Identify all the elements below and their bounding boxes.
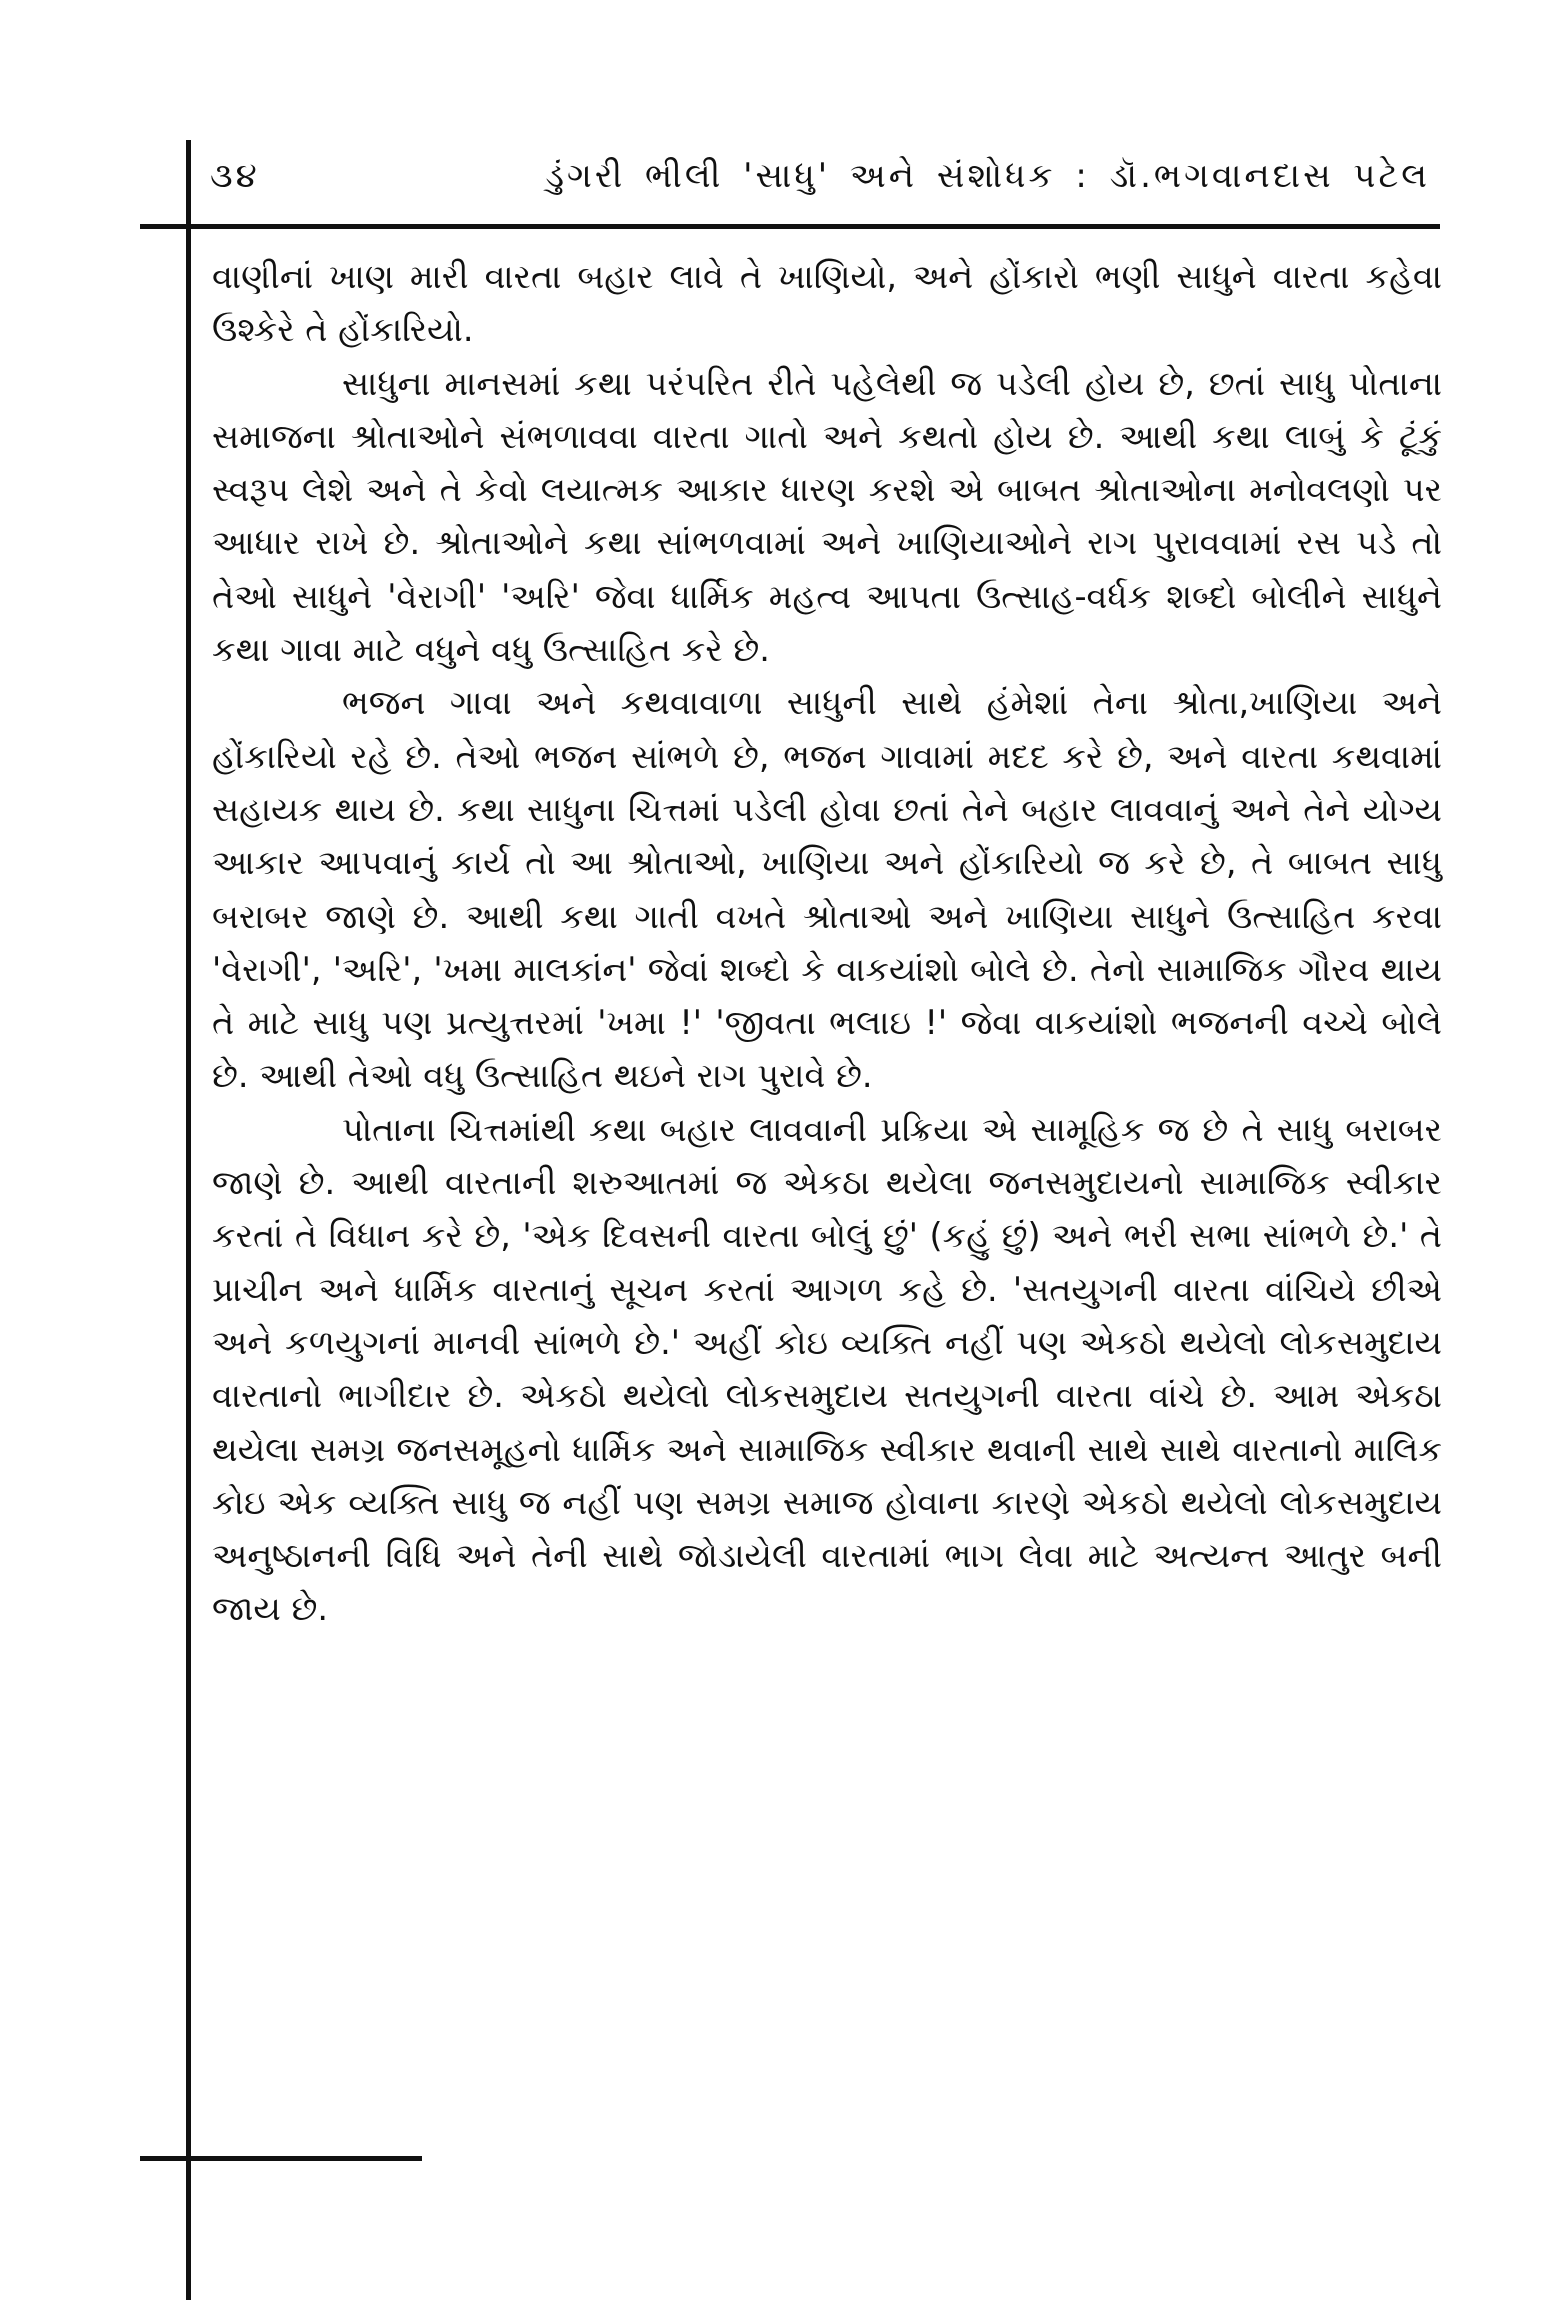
footer-rule xyxy=(140,2156,422,2161)
header-rule xyxy=(140,224,1440,229)
running-title: ડુંગરી ભીલી 'સાધુ' અને સંશોધક : ડૉ.ભગવાનદાસ પટેલ xyxy=(545,156,1430,196)
page-number: ૩૪ xyxy=(210,156,260,196)
body-text xyxy=(212,250,1442,1636)
paragraph-3: ભજન ગાવા અને કથવાવાળા સાધુની સાથે હંમેશાં તેના શ્રોતા,ખાણિયા અને હોંકારિયો રહે છે. તેઓ ભજન સાંભળે છે, ભજન ગાવામાં મદદ કરે છે, અને વારતા કથવામાં સહાયક થાય છે. કથા સાધુના ચિત્તમાં પડેલી હોવા છતાં તેને બહાર લાવવાનું અને તેને યોગ્ય આકાર આપવાનું કાર્ય તો આ શ્રોતાઓ, ખાણિયા અને હોંકારિયો જ કરે છે, તે બાબત સાધુ બરાબર જાણે છે. આથી કથા ગાતી વખતે શ્રોતાઓ અને ખાણિયા સાધુને ઉત્સાહિત કરવા 'વેરાગી', 'અરિ', 'ખમા માલકાંન' જેવાં શબ્દો કે વાકયાંશો બોલે છે. તેનો સામાજિક ગૌરવ થાય તે માટે સાધુ પણ પ્રત્યુત્તરમાં 'ખમા !' 'જીવતા ભલાઇ !' જેવા વાકયાંશો ભજનની વચ્ચે બોલે છે. આથી તેઓ વધુ ઉત્સાહિત થઇને રાગ પુરાવે છે. xyxy=(212,683,1442,1096)
paragraph-1: વાણીનાં ખાણ મારી વારતા બહાર લાવે તે ખાણિયો, અને હોંકારો ભણી સાધુને વારતા કહેવા ઉશ્કેરે તે હોંકારિયો. xyxy=(212,257,1442,350)
paragraph-2: સાધુના માનસમાં કથા પરંપરિત રીતે પહેલેથી જ પડેલી હોય છે, છતાં સાધુ પોતાના સમાજના શ્રોતાઓને સંભળાવવા વારતા ગાતો અને કથતો હોય છે. આથી કથા લાબું કે ટૂંકું સ્વરૂપ લેશે અને તે કેવો લયાત્મક આકાર ધારણ કરશે એ બાબત શ્રોતાઓના મનોવલણો પર આધાર રાખે છે. શ્રોતાઓને કથા સાંભળવામાં અને ખાણિયાઓને રાગ પુરાવવામાં રસ પડે તો તેઓ સાધુને 'વેરાગી' 'અરિ' જેવા ધાર્મિક મહત્વ આપતા ઉત્સાહ-વર્ધક શબ્દો બોલીને સાધુને કથા ગાવા માટે વધુને વધુ ઉત્સાહિત કરે છે. xyxy=(212,363,1442,670)
paragraph-4: પોતાના ચિત્તમાંથી કથા બહાર લાવવાની પ્રક્રિયા એ સામૂહિક જ છે તે સાધુ બરાબર જાણે છે. આથી વારતાની શરુઆતમાં જ એકઠા થયેલા જનસમુદાયનો સામાજિક સ્વીકાર કરતાં તે વિધાન કરે છે, 'એક દિવસની વારતા બોલું છું' (કહું છું) અને ભરી સભા સાંભળે છે.' તે પ્રાચીન અને ધાર્મિક વારતાનું સૂચન કરતાં આગળ કહે છે. 'સતયુગની વારતા વાંચિયે છીએ અને કળયુગનાં માનવી સાંભળે છે.' અહીં કોઇ વ્યક્તિ નહીં પણ એકઠો થયેલો લોકસમુદાય વારતાનો ભાગીદાર છે. એકઠો થયેલો લોકસમુદાય સતયુગની વારતા વાંચે છે. આમ એકઠા થયેલા સમગ્ર જનસમૂહનો ધાર્મિક અને સામાજિક સ્વીકાર થવાની સાથે સાથે વારતાનો માલિક કોઇ એક વ્યક્તિ સાધુ જ નહીં પણ સમગ્ર સમાજ હોવાના કારણે એકઠો થયેલો લોકસમુદાય અનુષ્ઠાનની વિધિ અને તેની સાથે જોડાયેલી વારતામાં ભાગ લેવા માટે અત્યન્ત આતુર બની જાય છે. xyxy=(212,1109,1442,1629)
page-header xyxy=(210,156,1430,216)
margin-vertical-rule xyxy=(186,140,191,2300)
